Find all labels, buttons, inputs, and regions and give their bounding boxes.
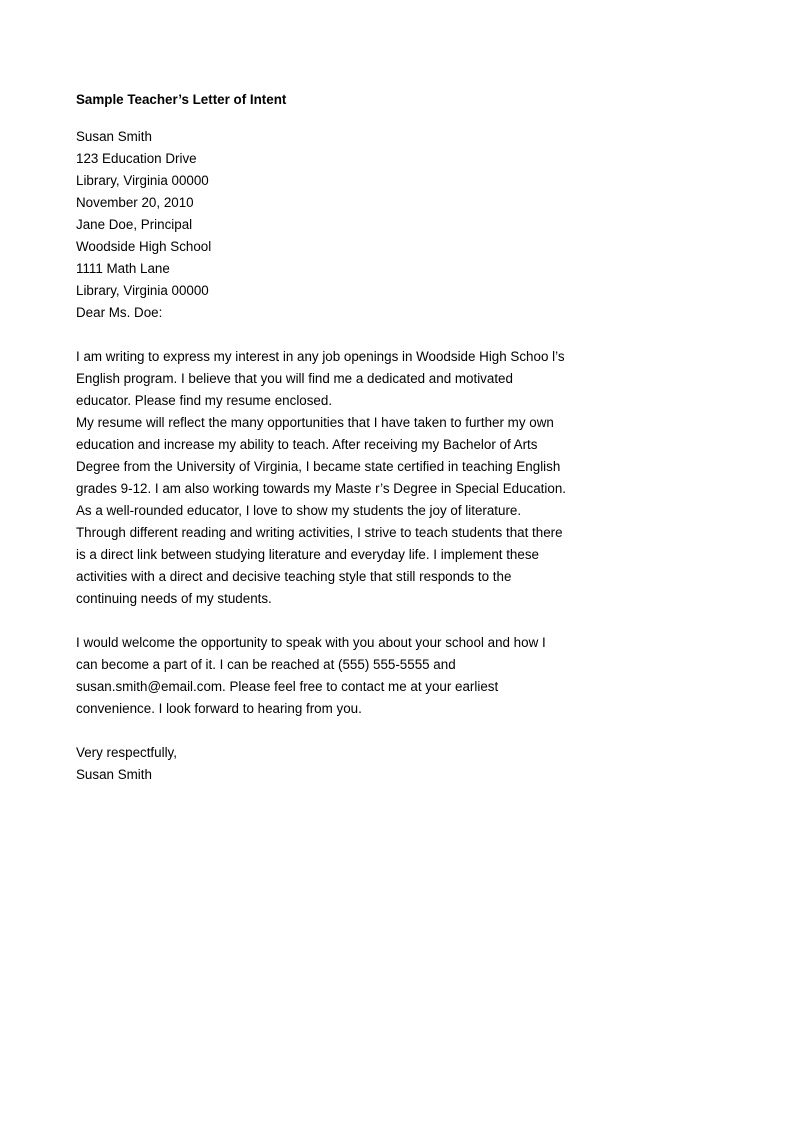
body-paragraph-1 bbox=[76, 346, 576, 610]
letter-date: November 20, 2010 bbox=[76, 195, 194, 210]
body-paragraph-2 bbox=[76, 632, 576, 720]
recipient-name-title: Jane Doe, Principal bbox=[76, 217, 193, 232]
recipient-block bbox=[76, 214, 576, 302]
paragraph-line: education and increase my ability to teach. After receiving my Bachelor of Arts bbox=[76, 437, 538, 452]
paragraph-line: My resume will reflect the many opportunities that I have taken to further my own bbox=[76, 415, 554, 430]
recipient-address-line2: Library, Virginia 00000 bbox=[76, 283, 209, 298]
paragraph-line: I would welcome the opportunity to speak with you about your school and how I bbox=[76, 635, 546, 650]
recipient-school: Woodside High School bbox=[76, 239, 212, 254]
paragraph-line: continuing needs of my students. bbox=[76, 591, 272, 606]
closing-block bbox=[76, 742, 576, 786]
sender-address-line2: Library, Virginia 00000 bbox=[76, 173, 209, 188]
paragraph-line: educator. Please find my resume enclosed. bbox=[76, 393, 333, 408]
paragraph-line: activities with a direct and decisive teaching style that still responds to the bbox=[76, 569, 512, 584]
sender-block bbox=[76, 126, 576, 192]
recipient-address-line1: 1111 Math Lane bbox=[76, 261, 170, 276]
closing: Very respectfully, bbox=[76, 745, 177, 760]
paragraph-line: susan.smith@email.com. Please feel free to contact me at your earliest bbox=[76, 679, 499, 694]
paragraph-line: As a well-rounded educator, I love to show my students the joy of literature. bbox=[76, 503, 522, 518]
paragraph-line: I am writing to express my interest in any job openings in Woodside High Schoo l’s bbox=[76, 349, 565, 364]
paragraph-line: grades 9-12. I am also working towards my Maste r’s Degree in Special Education. bbox=[76, 481, 566, 496]
paragraph-line: is a direct link between studying literature and everyday life. I implement these bbox=[76, 547, 539, 562]
document-title: Sample Teacher’s Letter of Intent bbox=[76, 92, 287, 107]
letter-body bbox=[76, 90, 576, 786]
sender-address-line1: 123 Education Drive bbox=[76, 151, 197, 166]
sender-name: Susan Smith bbox=[76, 129, 152, 144]
paragraph-spacer bbox=[76, 720, 576, 742]
paragraph-line: Degree from the University of Virginia, I became state certified in teaching English bbox=[76, 459, 561, 474]
signature-name: Susan Smith bbox=[76, 767, 152, 782]
paragraph-spacer bbox=[76, 610, 576, 632]
paragraph-line: can become a part of it. I can be reached at (555) 555-5555 and bbox=[76, 657, 456, 672]
paragraph-line: Through different reading and writing activities, I strive to teach students that there bbox=[76, 525, 563, 540]
salutation: Dear Ms. Doe: bbox=[76, 305, 163, 320]
paragraph-line: convenience. I look forward to hearing from you. bbox=[76, 701, 362, 716]
paragraph-spacer bbox=[76, 324, 576, 346]
paragraph-line: English program. I believe that you will find me a dedicated and motivated bbox=[76, 371, 513, 386]
